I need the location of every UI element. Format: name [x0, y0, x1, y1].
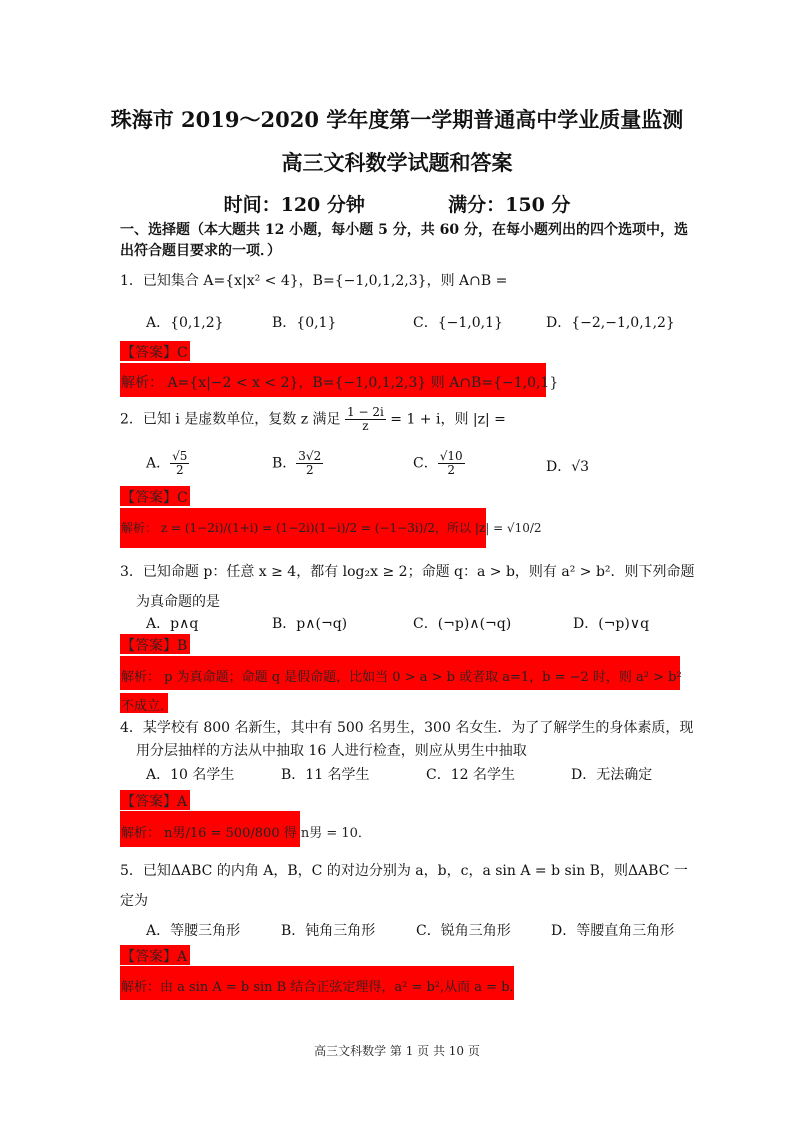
opt-a-den: 2 [175, 463, 184, 477]
page-subtitle: 高三文科数学试题和答案 [281, 150, 513, 175]
question-2-analysis [121, 519, 542, 536]
question-4-option-a: A．10 名学生 [146, 767, 235, 783]
question-1-answer: 【答案】C [121, 345, 188, 361]
question-3-option-b: B．p∧(¬q) [272, 616, 348, 632]
question-1-option-d: D．{−2,−1,0,1,2} [546, 315, 675, 331]
question-2-stem-post: = 1 + i，则 |z| = [390, 411, 506, 428]
question-3-analysis-line1: 解析： p 为真命题；命题 q 是假命题，比如当 0 > a > b 或者取 a=1，b = −2 时，则 a² > b² [121, 670, 682, 685]
question-3-option-c: C．(¬p)∧(¬q) [413, 616, 512, 632]
opt-c-den: 2 [447, 463, 455, 477]
question-4-stem-line1: 4．某学校有 800 名新生，其中有 500 名男生，300 名女生．为了了解学生的身体素质，现 [120, 720, 694, 736]
question-4-answer: 【答案】A [121, 794, 188, 810]
analysis-label: 解析： [121, 521, 158, 535]
page-title: 珠海市 2019～2020 学年度第一学期普通高中学业质量监测 [110, 107, 684, 132]
question-1-option-c: C．{−1,0,1} [413, 315, 503, 331]
question-2-answer: 【答案】C [121, 490, 188, 506]
section-heading-2: 出符合题目要求的一项．） [120, 243, 281, 259]
question-3-option-a: A．p∧q [146, 616, 199, 632]
question-4-option-b: B．11 名学生 [281, 767, 370, 783]
exam-time: 时间：120 分钟 [223, 194, 365, 216]
question-4-option-d: D．无法确定 [571, 767, 653, 783]
question-3-stem-line1: 3．已知命题 p：任意 x ≥ 4，都有 log₂x ≥ 2；命题 q：a > b，则有 a² > b²．则下列命题 [120, 564, 695, 580]
opt-b-num: 3√2 [298, 449, 322, 463]
question-5-answer: 【答案】A [121, 949, 188, 965]
question-4-option-c: C．12 名学生 [426, 767, 515, 783]
question-1-analysis: 解析： A={x|−2 < x < 2}，B={−1,0,1,2,3} 则 A∩B={−1,0,1} [121, 375, 559, 391]
question-3-option-d: D．(¬p)∨q [573, 616, 650, 632]
question-5-option-b: B．钝角三角形 [281, 923, 376, 939]
question-5-option-c: C．锐角三角形 [416, 923, 511, 939]
question-5-stem-line2: 定为 [120, 893, 148, 909]
exam-score: 满分：150 分 [448, 194, 571, 216]
question-3-answer: 【答案】B [121, 638, 188, 654]
question-2-option-a: A． $\frac{√5}{2}$ [146, 449, 188, 477]
question-5-option-d: D．等腰直角三角形 [551, 923, 675, 939]
opt-b-den: 2 [305, 463, 314, 477]
question-2-option-c: C． $\frac{√10}{2}$ [413, 449, 463, 477]
question-2-option-b: B． $\frac{3√2}{2}$ [272, 449, 322, 477]
question-2-option-d: D．√3 [546, 459, 590, 475]
question-2-fraction [345, 406, 386, 433]
question-4-analysis: 解析： n男/16 = 500/800 得 n男 = 10． [121, 826, 371, 841]
question-5-stem-line1: 5．已知ΔABC 的内角 A，B，C 的对边分别为 a，b，c，a sin A = b sin B，则ΔABC 一 [120, 863, 688, 879]
section-heading-1: 一、选择题（本大题共 12 小题，每小题 5 分，共 60 分，在每小题列出的四个选项中，选 [120, 222, 688, 238]
question-1-option-b: B．{0,1} [272, 315, 337, 331]
question-5-analysis: 解析：由 a sin A = b sin B 结合正弦定理得，a² = b²,从而 a = b． [121, 980, 523, 995]
opt-c-num: √10 [439, 449, 463, 463]
question-1-option-a: A．{0,1,2} [146, 315, 224, 331]
analysis-body: z = (1−2i)/(1+i) = (1−2i)(1−i)/2 = (−1−3i)/2，所以 |z| = √10/2 [160, 521, 542, 535]
exam-info [0, 190, 794, 217]
fraction-denominator: z [362, 419, 369, 433]
question-3-stem-line2: 为真命题的是 [136, 594, 220, 610]
opt-a-num: √5 [172, 449, 188, 463]
page-footer: 高三文科数学 第 1 页 共 10 页 [314, 1044, 480, 1058]
question-1-stem: 1．已知集合 A={x|x² < 4}，B={−1,0,1,2,3}，则 A∩B = [120, 273, 508, 289]
question-2-stem [120, 406, 506, 433]
question-4-stem-line2: 用分层抽样的方法从中抽取 16 人进行检查，则应从男生中抽取 [136, 743, 527, 759]
question-5-option-a: A．等腰三角形 [146, 923, 241, 939]
fraction-numerator: 1 − 2i [347, 405, 384, 419]
question-2-stem-pre: 2．已知 i 是虚数单位，复数 z 满足 [120, 411, 341, 428]
opt-d-text: √3 [571, 459, 590, 475]
question-3-analysis-line2: 不成立． [121, 699, 174, 714]
